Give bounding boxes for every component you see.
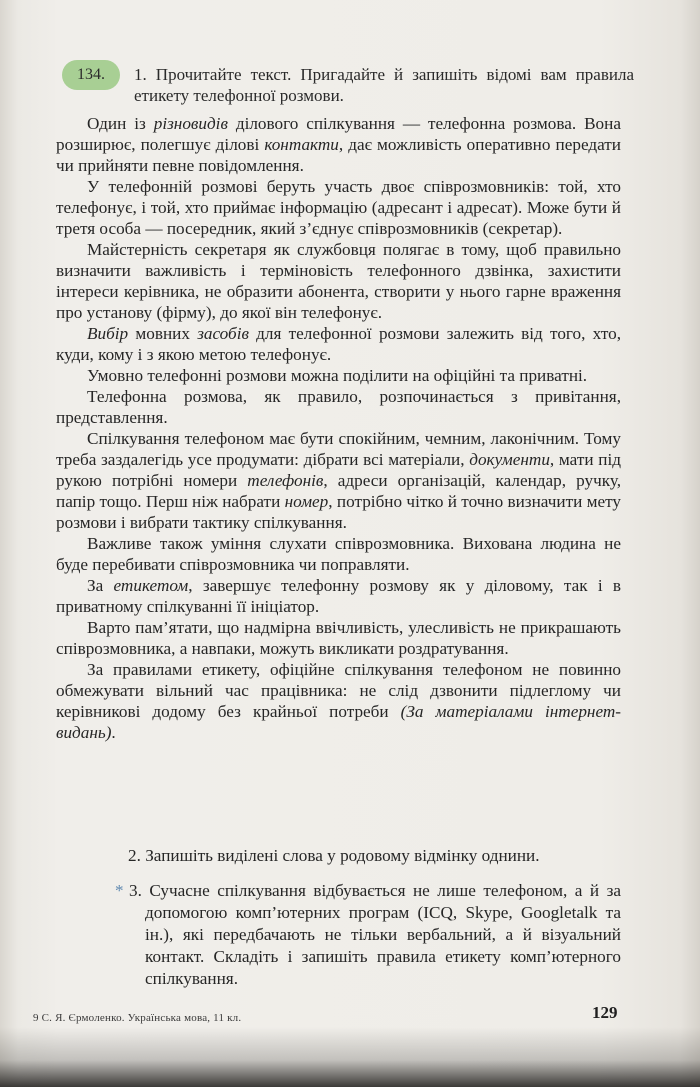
asterisk-marker: * (115, 881, 124, 900)
paragraph: Вибір мовних засобів для телефонної розмови залежить від того, хто, куди, кому і з якою метою телефонує. (56, 324, 622, 364)
page-edge-shadow (0, 1027, 700, 1087)
paragraph: Один із різновидів ділового спілкування — телефонна розмова. Вона розширює, полегшує ділові контакти, дає можливість оперативно передати чи прийняти певне повідомлення. (56, 114, 621, 175)
task-2-instruction: 2. Запишіть виділені слова у родовому відмінку однини. (128, 846, 540, 865)
reading-text (56, 113, 621, 743)
task-3-block (115, 880, 621, 990)
paragraph: За етикетом, завершує телефонну розмову як у діловому, так і в приватному спілкуванні її ініціатор. (56, 576, 621, 616)
paragraph: Спілкування телефоном має бути спокійним, чемним, лаконічним. Тому треба заздалегідь усе продумати: дібрати всі матеріали, документи, мати під рукою потрібні номери телефонів, адреси організацій, календар, ручку, папір тощо. Перш ніж набрати номер, потрібно чітко й точно визначити мету розмови і вибрати тактику спілкування. (56, 429, 621, 532)
exercise-number-badge: 134. (62, 60, 120, 90)
paragraph: Умовно телефонні розмови можна поділити на офіційні та приватні. (87, 366, 588, 385)
task-1-instruction: 1. Прочитайте текст. Пригадайте й запишіть відомі вам правила етикету телефонної розмови. (134, 65, 634, 105)
page-number: 129 (592, 1003, 618, 1022)
task-3-instruction: 3. Сучасне спілкування відбувається не лише телефоном, а й за допомогою комп’ютерних програм (ICQ, Skype, Googletalk та ін.), які передбачають не тільки вербальний, а й візуальний контакт. Складіть і запишіть правила етикету комп’ютерного спілкування. (129, 881, 621, 988)
paragraph: Важливе також уміння слухати співрозмовника. Вихована людина не буде перебивати співрозмовника чи поправляти. (56, 534, 621, 574)
paragraph: У телефонній розмові беруть участь двоє співрозмовників: той, хто телефонує, і той, хто приймає інформацію (адресант і адресат). Може бути й третя особа — посередник, який з’єднує співрозмовників (секретар). (56, 177, 621, 238)
footer-imprint: 9 С. Я. Єрмоленко. Українська мова, 11 кл. (33, 1012, 242, 1024)
paragraph: Варто пам’ятати, що надмірна ввічливість, улесливість не прикрашають співрозмовника, а навпаки, можуть викликати роздратування. (56, 618, 621, 658)
paragraph: За правилами етикету, офіційне спілкування телефоном не повинно обмежувати вільний час працівника: не слід дзвонити підлеглому чи керівникові додому без крайньої потреби (За матеріалами інтернет-видань). (56, 660, 621, 742)
paragraph: Майстерність секретаря як службовця полягає в тому, щоб правильно визначити важливість і терміновість телефонного дзвінка, захистити інтереси керівника, не образити абонента, створити у нього гарне враження про установу (фірму), до якої він телефонує. (56, 240, 621, 322)
paragraph: Телефонна розмова, як правило, розпочинається з привітання, представлення. (56, 387, 621, 427)
